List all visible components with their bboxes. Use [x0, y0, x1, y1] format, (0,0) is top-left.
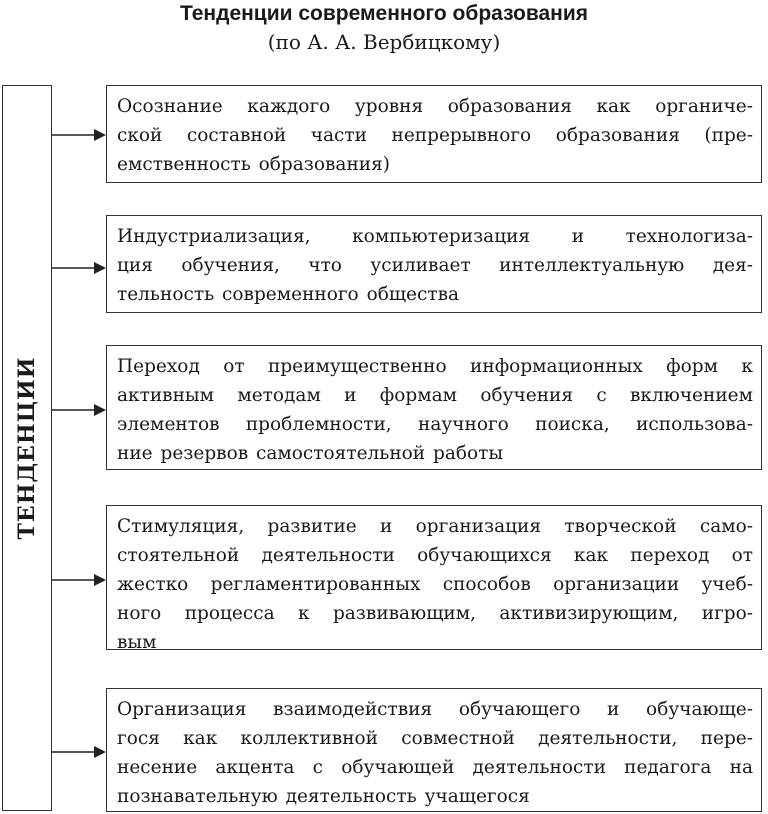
- tendency-text-line: емственность образования): [117, 154, 391, 175]
- arrow-icon: [52, 574, 106, 586]
- tendency-text-line: Индустриализация, компьютеризация и технологиза-: [117, 226, 753, 247]
- arrow-icon: [52, 262, 106, 274]
- tendency-text-line: ного процесса к развивающим, активизирующим, игро-: [117, 603, 753, 624]
- tendency-box: [106, 215, 762, 313]
- diagram-title: Тенденции современного образования: [179, 2, 589, 25]
- tendency-box: [106, 688, 762, 812]
- tendency-box: [106, 345, 762, 470]
- tendency-text-line: гося как коллективной совместной деятельности, пере-: [117, 728, 753, 749]
- arrow-icon: [52, 746, 106, 758]
- tendency-text-line: Переход от преимущественно информационных форм к: [117, 356, 753, 377]
- tendency-text-line: несение акцента с обучающей деятельности педагога на: [117, 757, 753, 778]
- tendency-text-line: Стимуляция, развитие и организация творческой само-: [117, 516, 753, 537]
- tendency-text-line: познавательную деятельность учащегося: [117, 786, 530, 807]
- tendency-text-line: вым: [117, 632, 157, 653]
- tendency-text-line: ние резервов самостоятельной работы: [117, 443, 504, 464]
- tendency-text-line: тельность современного общества: [117, 284, 460, 305]
- tendency-text-line: элементов проблемности, научного поиска, использова-: [117, 414, 753, 435]
- arrow-icon: [52, 129, 106, 141]
- tendency-text-line: жестко регламентированных способов организации учеб-: [117, 574, 753, 595]
- diagram-subtitle: (по А. А. Вербицкому): [267, 30, 501, 54]
- tendency-box: [106, 85, 762, 183]
- tendency-text-line: Осознание каждого уровня образования как органиче-: [117, 96, 753, 117]
- tendency-text-line: активным методам и формам обучения с включением: [117, 385, 753, 406]
- tendency-text-line: стоятельной деятельности обучающихся как переход от: [117, 545, 753, 566]
- tendency-box: [106, 505, 762, 653]
- arrow-icon: [52, 404, 106, 416]
- tendencies-box: [2, 85, 52, 811]
- tendency-text-line: Организация взаимодействия обучающего и обучающе-: [117, 699, 753, 720]
- tendency-text-line: ция обучения, что усиливает интеллектуальную дея-: [117, 255, 753, 276]
- tendency-text-line: ской составной части непрерывного образования (пре-: [117, 125, 753, 146]
- tendencies-label: ТЕНДЕНЦИИ: [14, 356, 40, 540]
